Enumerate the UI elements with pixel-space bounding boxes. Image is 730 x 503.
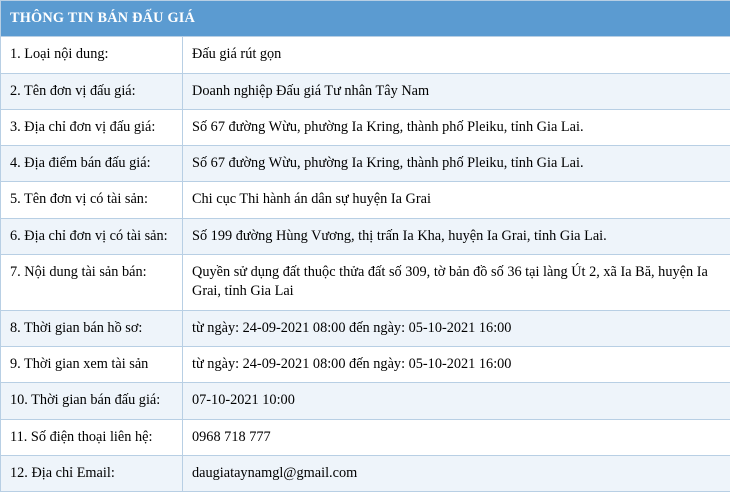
row-label: 2. Tên đơn vị đấu giá: [1, 73, 183, 109]
row-value: Đấu giá rút gọn [183, 37, 730, 73]
table-row [1, 419, 730, 455]
table-row [1, 310, 730, 346]
table-row [1, 218, 730, 254]
row-value: Quyền sử dụng đất thuộc thửa đất số 309, tờ bản đồ số 36 tại làng Út 2, xã Ia Bă, huyện Ia Grai, tỉnh Gia Lai [183, 255, 730, 311]
table-row [1, 109, 730, 145]
row-label: 10. Thời gian bán đấu giá: [1, 383, 183, 419]
row-value: từ ngày: 24-09-2021 08:00 đến ngày: 05-10-2021 16:00 [183, 346, 730, 382]
row-label: 8. Thời gian bán hồ sơ: [1, 310, 183, 346]
table-row [1, 455, 730, 491]
row-value: Số 67 đường Wừu, phường Ia Kring, thành phố Pleiku, tỉnh Gia Lai. [183, 146, 730, 182]
table-row [1, 255, 730, 311]
row-label: 5. Tên đơn vị có tài sản: [1, 182, 183, 218]
row-value: Doanh nghiệp Đấu giá Tư nhân Tây Nam [183, 73, 730, 109]
row-label: 6. Địa chỉ đơn vị có tài sản: [1, 218, 183, 254]
row-value: Chi cục Thi hành án dân sự huyện Ia Grai [183, 182, 730, 218]
table-row [1, 73, 730, 109]
table-row [1, 182, 730, 218]
row-value: daugiataynamgl@gmail.com [183, 455, 730, 491]
table-row [1, 346, 730, 382]
row-label: 7. Nội dung tài sản bán: [1, 255, 183, 311]
row-label: 12. Địa chỉ Email: [1, 455, 183, 491]
table-row [1, 383, 730, 419]
row-value: 0968 718 777 [183, 419, 730, 455]
row-value: Số 199 đường Hùng Vương, thị trấn Ia Kha, huyện Ia Grai, tỉnh Gia Lai. [183, 218, 730, 254]
row-label: 1. Loại nội dung: [1, 37, 183, 73]
row-label: 4. Địa điểm bán đấu giá: [1, 146, 183, 182]
row-value: 07-10-2021 10:00 [183, 383, 730, 419]
row-value: Số 67 đường Wừu, phường Ia Kring, thành phố Pleiku, tỉnh Gia Lai. [183, 109, 730, 145]
row-value: từ ngày: 24-09-2021 08:00 đến ngày: 05-10-2021 16:00 [183, 310, 730, 346]
table-header-row [1, 1, 730, 37]
row-label: 11. Số điện thoại liên hệ: [1, 419, 183, 455]
row-label: 9. Thời gian xem tài sản [1, 346, 183, 382]
row-label: 3. Địa chỉ đơn vị đấu giá: [1, 109, 183, 145]
table-row [1, 146, 730, 182]
page-title: THÔNG TIN BÁN ĐẤU GIÁ [1, 1, 730, 37]
table-row [1, 37, 730, 73]
